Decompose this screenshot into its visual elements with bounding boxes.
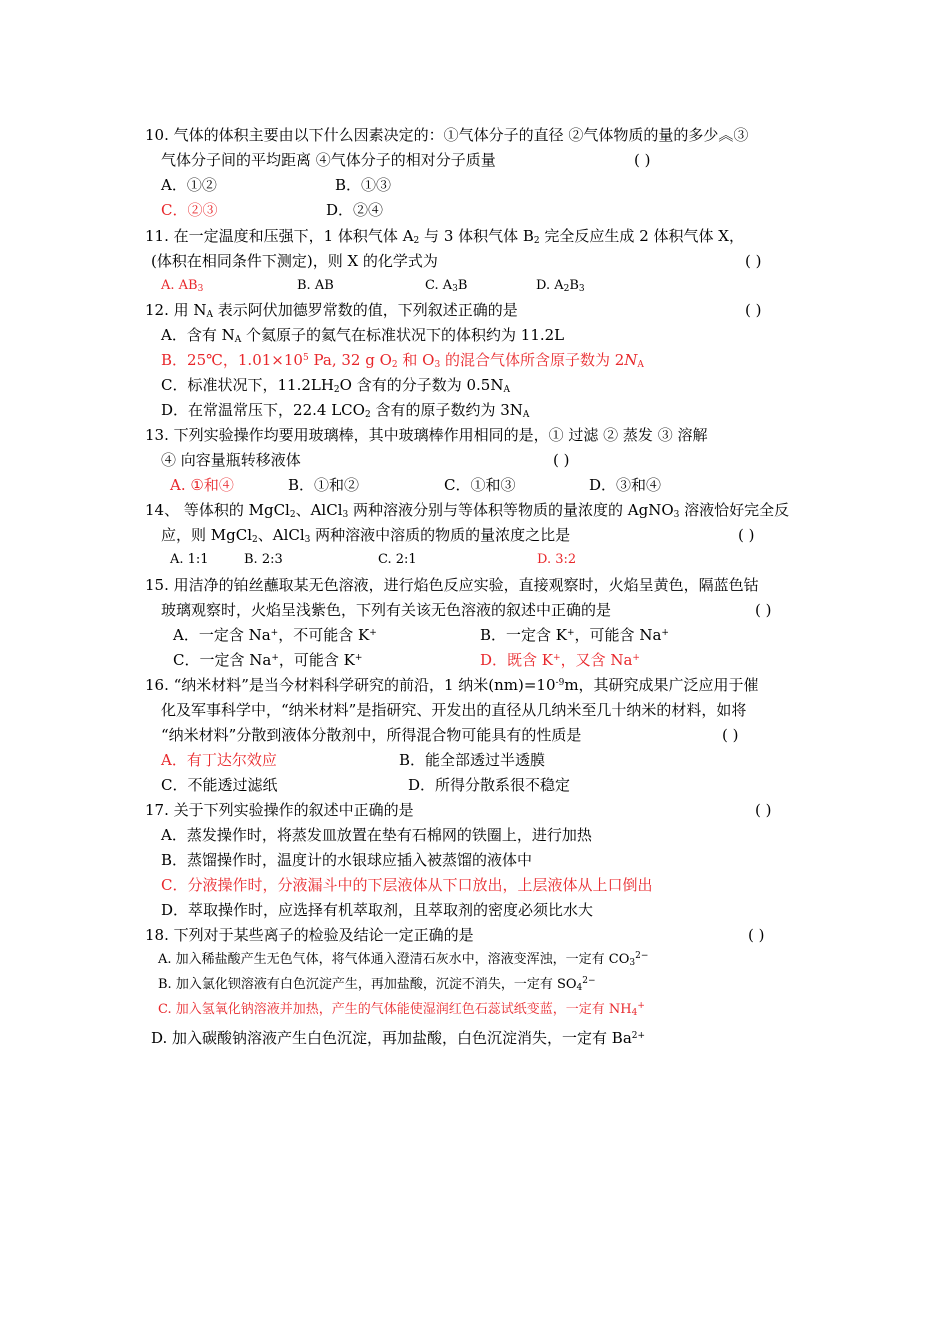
- q16-line3: “纳米材料”分散到液体分散剂中，所得混合物可能具有的性质是: [161, 726, 582, 744]
- q12-line1: 12. 用 $N_A$ 表示阿伏加德罗常数的值，下列叙述正确的是: [145, 301, 518, 320]
- q13-option-a: A. ①和④: [170, 476, 234, 494]
- q14-option-a: A. 1:1: [170, 552, 209, 567]
- q14-option-b: B. 2:3: [244, 552, 283, 567]
- q10-line2: 气体分子间的平均距离 ④气体分子的相对分子质量: [161, 151, 496, 169]
- q16-answer-paren: ( ): [722, 726, 739, 744]
- q11-answer-paren: ( ): [745, 252, 762, 270]
- q11-line1: 11. 在一定温度和压强下，1 体积气体 $A_2$ 与 3 体积气体 $B_2$ 完全反应生成 2 体积气体 X，: [145, 227, 744, 246]
- q12-option-b: B．25℃，$1.01\times 10^5$ Pa, 32 g $O_2$ 和 $O_3$ 的混合气体所含原子数为 $2N_A$: [161, 351, 644, 370]
- q15-option-c: C．一定含 Na+，可能含 K+: [173, 651, 363, 669]
- q16-option-c: C．不能透过滤纸: [161, 776, 278, 794]
- q11-option-c: C. $A_3B$: [425, 278, 468, 294]
- q13-line1: 13. 下列实验操作均要用玻璃棒，其中玻璃棒作用相同的是，① 过滤 ② 蒸发 ③ 溶解: [145, 426, 708, 444]
- q13-option-b: B．①和②: [288, 476, 360, 494]
- q13-option-c: C．①和③: [444, 476, 516, 494]
- q11-option-b: B. AB: [297, 278, 334, 293]
- q16-line1: 16. “纳米材料”是当今材料科学研究的前沿，1 纳米$(nm)=10^{-9}m$，其研究成果广泛应用于催: [145, 676, 759, 694]
- q13-option-d: D．③和④: [589, 476, 662, 494]
- q11-option-a: A. $AB_3$: [161, 278, 204, 294]
- q11-option-d: D. $A_2B_3$: [536, 278, 585, 294]
- q18-option-b: B. 加入氯化钡溶液有白色沉淀产生，再加盐酸，沉淀不消失，一定有 $SO_4^{2-}$: [158, 976, 596, 993]
- q10-option-c: C．②③: [161, 201, 218, 219]
- q12-option-d: D．在常温常压下，22.4 $LCO_2$ 含有的原子数约为 $3N_A$: [161, 401, 530, 420]
- q12-answer-paren: ( ): [745, 301, 762, 319]
- q11-line2: (体积在相同条件下测定)，则 X 的化学式为: [151, 252, 438, 270]
- q10-option-d: D．②④: [326, 201, 384, 219]
- q12-option-c: C．标准状况下，$11.2LH_2O$ 含有的分子数为 $0.5N_A$: [161, 376, 510, 395]
- q15-line1: 15. 用洁净的铂丝蘸取某无色溶液，进行焰色反应实验，直接观察时，火焰呈黄色，隔蓝色钴: [145, 576, 759, 594]
- q10-option-a: A．①②: [161, 176, 217, 194]
- q16-option-d: D．所得分散系很不稳定: [408, 776, 571, 794]
- q18-option-d: D. 加入碳酸钠溶液产生白色沉淀，再加盐酸，白色沉淀消失，一定有 $Ba^{2+}$: [151, 1029, 646, 1047]
- q18-option-a: A. 加入稀盐酸产生无色气体，将气体通入澄清石灰水中，溶液变浑浊，一定有 $CO_3^{2-}$: [158, 951, 649, 968]
- q15-option-b: B．一定含 K+，可能含 Na+: [480, 626, 669, 644]
- q18-line1: 18. 下列对于某些离子的检验及结论一定正确的是: [145, 926, 474, 944]
- q17-option-a: A．蒸发操作时，将蒸发皿放置在垫有石棉网的铁圈上，进行加热: [161, 826, 592, 844]
- q14-option-c: C. 2:1: [378, 552, 417, 567]
- q14-line2: 应，则 MgCl$_2$、AlCl$_3$ 两种溶液中溶质的物质的量浓度之比是: [161, 526, 571, 545]
- q16-line2: 化及军事科学中，“纳米材料”是指研究、开发出的直径从几纳米至几十纳米的材料，如将: [161, 701, 747, 719]
- q14-option-d: D. 3:2: [537, 552, 577, 567]
- q17-option-d: D．萃取操作时，应选择有机萃取剂，且萃取剂的密度必须比水大: [161, 901, 594, 919]
- q16-option-b: B．能全部透过半透膜: [399, 751, 546, 769]
- q17-option-c: C．分液操作时，分液漏斗中的下层液体从下口放出，上层液体从上口倒出: [161, 876, 653, 894]
- q17-answer-paren: ( ): [755, 801, 772, 819]
- q15-line2: 玻璃观察时，火焰呈浅紫色，下列有关该无色溶液的叙述中正确的是: [161, 601, 612, 619]
- q13-answer-paren: ( ): [553, 451, 570, 469]
- q10-option-b: B．①③: [335, 176, 392, 194]
- q18-answer-paren: ( ): [748, 926, 765, 944]
- q17-line1: 17. 关于下列实验操作的叙述中正确的是: [145, 801, 414, 819]
- q10-line1: 10. 气体的体积主要由以下什么因素决定的：①气体分子的直径 ②气体物质的量的多少︽③: [145, 126, 749, 144]
- q14-line1: 14、 等体积的 MgCl$_2$、AlCl$_3$ 两种溶液分别与等体积等物质的量浓度的 AgNO$_3$ 溶液恰好完全反: [145, 501, 790, 520]
- q16-option-a: A．有丁达尔效应: [161, 751, 277, 769]
- q17-option-b: B．蒸馏操作时，温度计的水银球应插入被蒸馏的液体中: [161, 851, 533, 869]
- q15-option-d: D．既含 K+，又含 Na+: [480, 651, 640, 669]
- q10-answer-paren: ( ): [634, 151, 651, 169]
- q13-line2: ④ 向容量瓶转移液体: [161, 451, 301, 469]
- q12-option-a: A．含有 $N_A$ 个氦原子的氦气在标准状况下的体积约为 11.2L: [161, 326, 565, 345]
- q15-answer-paren: ( ): [755, 601, 772, 619]
- q14-answer-paren: ( ): [738, 526, 755, 544]
- q18-option-c: C. 加入氢氧化钠溶液并加热，产生的气体能使湿润红色石蕊试纸变蓝，一定有 $NH_4^+$: [158, 1001, 645, 1018]
- q15-option-a: A．一定含 Na+，不可能含 K+: [173, 626, 377, 644]
